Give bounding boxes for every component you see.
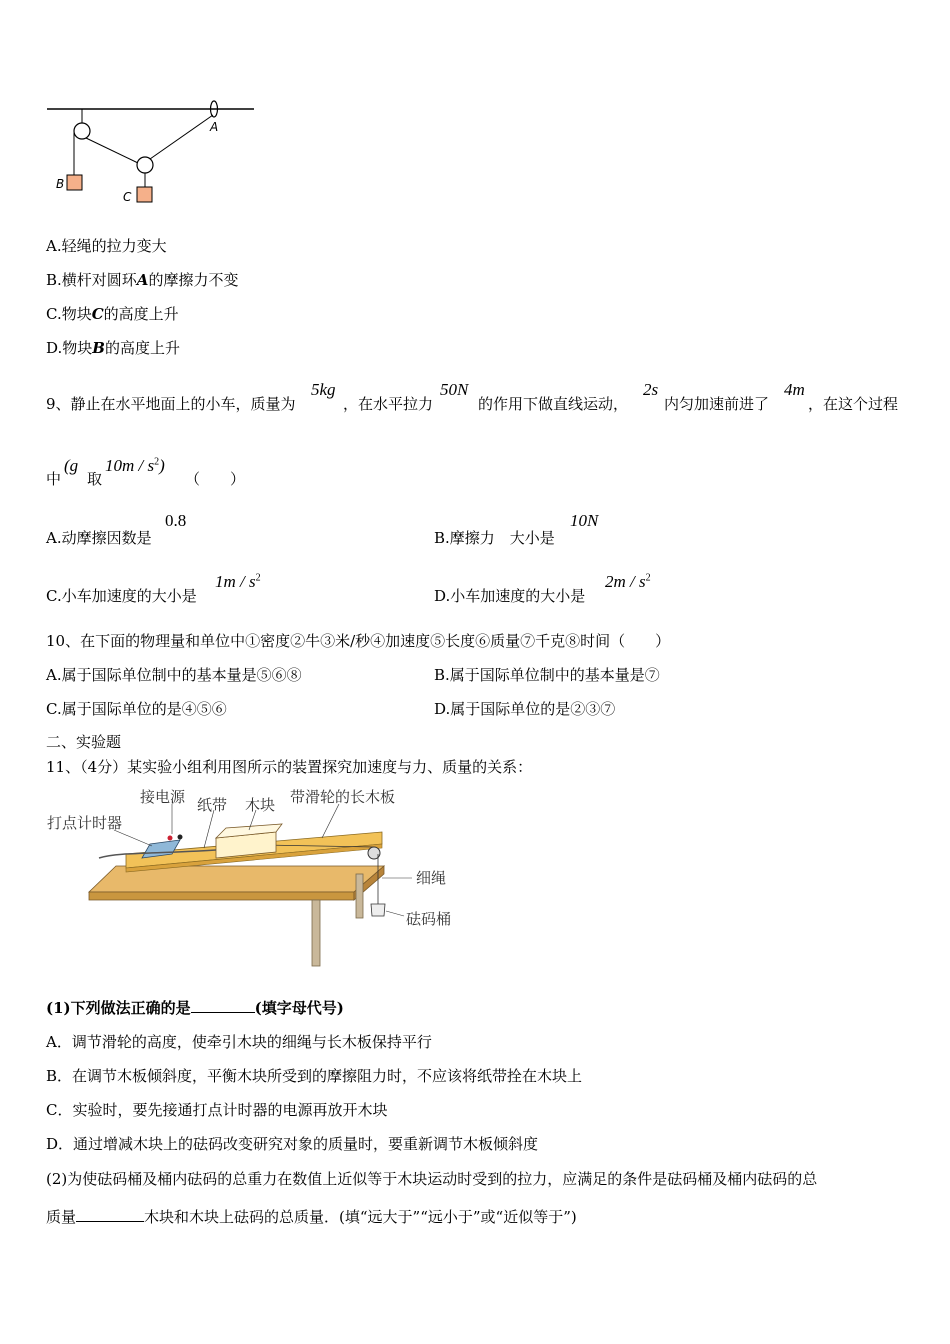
q8-option-c-var: C <box>91 305 104 323</box>
q8-option-d-pre: D.物块 <box>46 339 93 357</box>
fixed-pulley <box>74 123 90 139</box>
q11-part1 <box>46 997 344 1018</box>
q9-line2-gval <box>105 456 165 476</box>
q9-option-d-val-main: 2m / s <box>605 572 646 591</box>
q10-option-c: C.属于国际单位的是④⑤⑥ <box>46 700 227 718</box>
table-front-edge <box>89 892 354 900</box>
label-a: A <box>210 120 219 134</box>
table-leg-front <box>312 900 320 966</box>
q11-part1-pre: (1)下列做法正确的是 <box>46 999 191 1017</box>
label-timer: 打点计时器 <box>47 814 123 832</box>
q11-part2-blank <box>76 1207 144 1222</box>
q9-text-1: 9、静止在水平地面上的小车，质量为 <box>46 395 296 413</box>
q8-option-b-pre: B.横杆对圆环 <box>46 271 137 289</box>
q8-option-b-post: 的摩擦力不变 <box>148 271 239 289</box>
rope-left <box>86 138 138 163</box>
q9-option-c-val-sup: 2 <box>255 572 261 584</box>
q8-option-b-var: A <box>136 271 149 289</box>
weight-bucket <box>371 904 385 916</box>
q11-stem: 11、（4分）某实验小组利用图所示的装置探究加速度与力、质量的关系： <box>46 758 533 776</box>
q8-option-b <box>46 269 238 290</box>
movable-pulley <box>137 157 153 173</box>
q9-text-3: 的作用下做直线运动， <box>478 395 629 413</box>
q9-option-b-val: 10N <box>570 511 599 530</box>
q9-line2-zhong: 中 <box>46 470 62 488</box>
q8-option-c <box>46 303 179 324</box>
leader-tape <box>204 810 214 848</box>
q11-part2-pre: 质量 <box>46 1208 77 1226</box>
q9-option-a: A.动摩擦因数是 <box>46 529 152 547</box>
q11-part1-option-c: C．实验时，要先接通打点计时器的电源再放开木块 <box>46 1101 388 1119</box>
q11-part2-post: 木块和木块上砝码的总质量．(填“远大于”“远小于”或“近似等于”) <box>144 1208 577 1226</box>
q9-option-a-val: 0.8 <box>165 511 187 530</box>
q9-option-c: C.小车加速度的大小是 <box>46 587 197 605</box>
q9-time: 2s <box>643 380 659 399</box>
q11-part1-blank <box>191 998 255 1013</box>
leader-board <box>322 804 339 838</box>
leader-bucket <box>386 911 404 916</box>
q9-line2-gval-sup: 2 <box>154 456 160 468</box>
q9-distance: 4m <box>784 380 805 399</box>
block-c <box>137 187 152 202</box>
table-leg-back <box>356 874 363 918</box>
q8-option-c-post: 的高度上升 <box>103 305 179 323</box>
q11-part1-option-b: B．在调节木板倾斜度，平衡木块所受到的摩擦阻力时，不应该将纸带拴在木块上 <box>46 1067 583 1085</box>
q9-force: 50N <box>440 380 469 399</box>
q10-option-b: B.属于国际单位制中的基本量是⑦ <box>434 666 660 684</box>
q10-option-d: D.属于国际单位的是②③⑦ <box>434 700 616 718</box>
q9-option-d-val <box>605 572 651 592</box>
q11-part1-option-d: D．通过增减木块上的砝码改变研究对象的质量时，要重新调节木板倾斜度 <box>46 1135 539 1153</box>
label-block: 木块 <box>245 796 276 814</box>
q8-option-a: A.轻绳的拉力变大 <box>46 237 167 255</box>
q8-option-d-post: 的高度上升 <box>104 339 180 357</box>
label-b: B <box>56 177 65 191</box>
q9-line2-g: (g <box>64 456 79 475</box>
timer-terminal-red <box>168 836 173 841</box>
section-title: 二、实验题 <box>46 733 122 751</box>
q9-option-c-val-main: 1m / s <box>215 572 256 591</box>
leader-timer <box>114 830 152 846</box>
q9-text-5: ，在这个过程 <box>808 395 899 413</box>
q9-text-2: ，在水平拉力 <box>343 395 434 413</box>
q8-option-d-var: B <box>92 339 105 357</box>
q9-text-4: 内匀加速前进了 <box>664 395 770 413</box>
q11-part1-option-a: A．调节滑轮的高度，使牵引木块的细绳与长木板保持平行 <box>46 1033 432 1051</box>
q11-part2-line2 <box>46 1206 577 1227</box>
q11-part1-post: (填字母代号) <box>254 999 344 1017</box>
q9-option-c-val <box>215 572 261 592</box>
q9-line2-bracket: （ ） <box>185 470 246 488</box>
q9-option-d-val-sup: 2 <box>645 572 651 584</box>
label-rope: 细绳 <box>416 869 447 887</box>
q8-option-c-pre: C.物块 <box>46 305 92 323</box>
q8-option-d <box>46 337 180 358</box>
timer-terminal-black <box>178 835 183 840</box>
q10-stem: 10、在下面的物理量和单位中①密度②牛③米/秒④加速度⑤长度⑥质量⑦千克⑧时间（ ） <box>46 632 671 650</box>
q11-part2-line1: (2)为使砝码桶及桶内砝码的总重力在数值上近似等于木块运动时受到的拉力，应满足的条件是砝码桶及桶内砝码的总 <box>46 1170 818 1188</box>
q9-line2-gval-main: 10m / s <box>105 456 155 475</box>
q9-option-b: B.摩擦力 大小是 <box>434 529 555 547</box>
label-bucket: 砝码桶 <box>406 910 452 928</box>
q10-option-a: A.属于国际单位制中的基本量是⑤⑥⑧ <box>46 666 302 684</box>
label-c: C <box>123 190 132 204</box>
q9-line2-qu: 取 <box>87 470 103 488</box>
label-tape: 纸带 <box>197 796 228 814</box>
q9-option-d: D.小车加速度的大小是 <box>434 587 586 605</box>
q9-line2-paren: ) <box>159 456 165 475</box>
pulley-ring-figure <box>40 95 270 215</box>
q9-mass: 5kg <box>311 380 336 399</box>
block-b <box>67 175 82 190</box>
label-power: 接电源 <box>140 788 186 806</box>
label-board: 带滑轮的长木板 <box>290 788 396 806</box>
apparatus-figure <box>44 782 474 972</box>
rope-right <box>150 115 213 159</box>
